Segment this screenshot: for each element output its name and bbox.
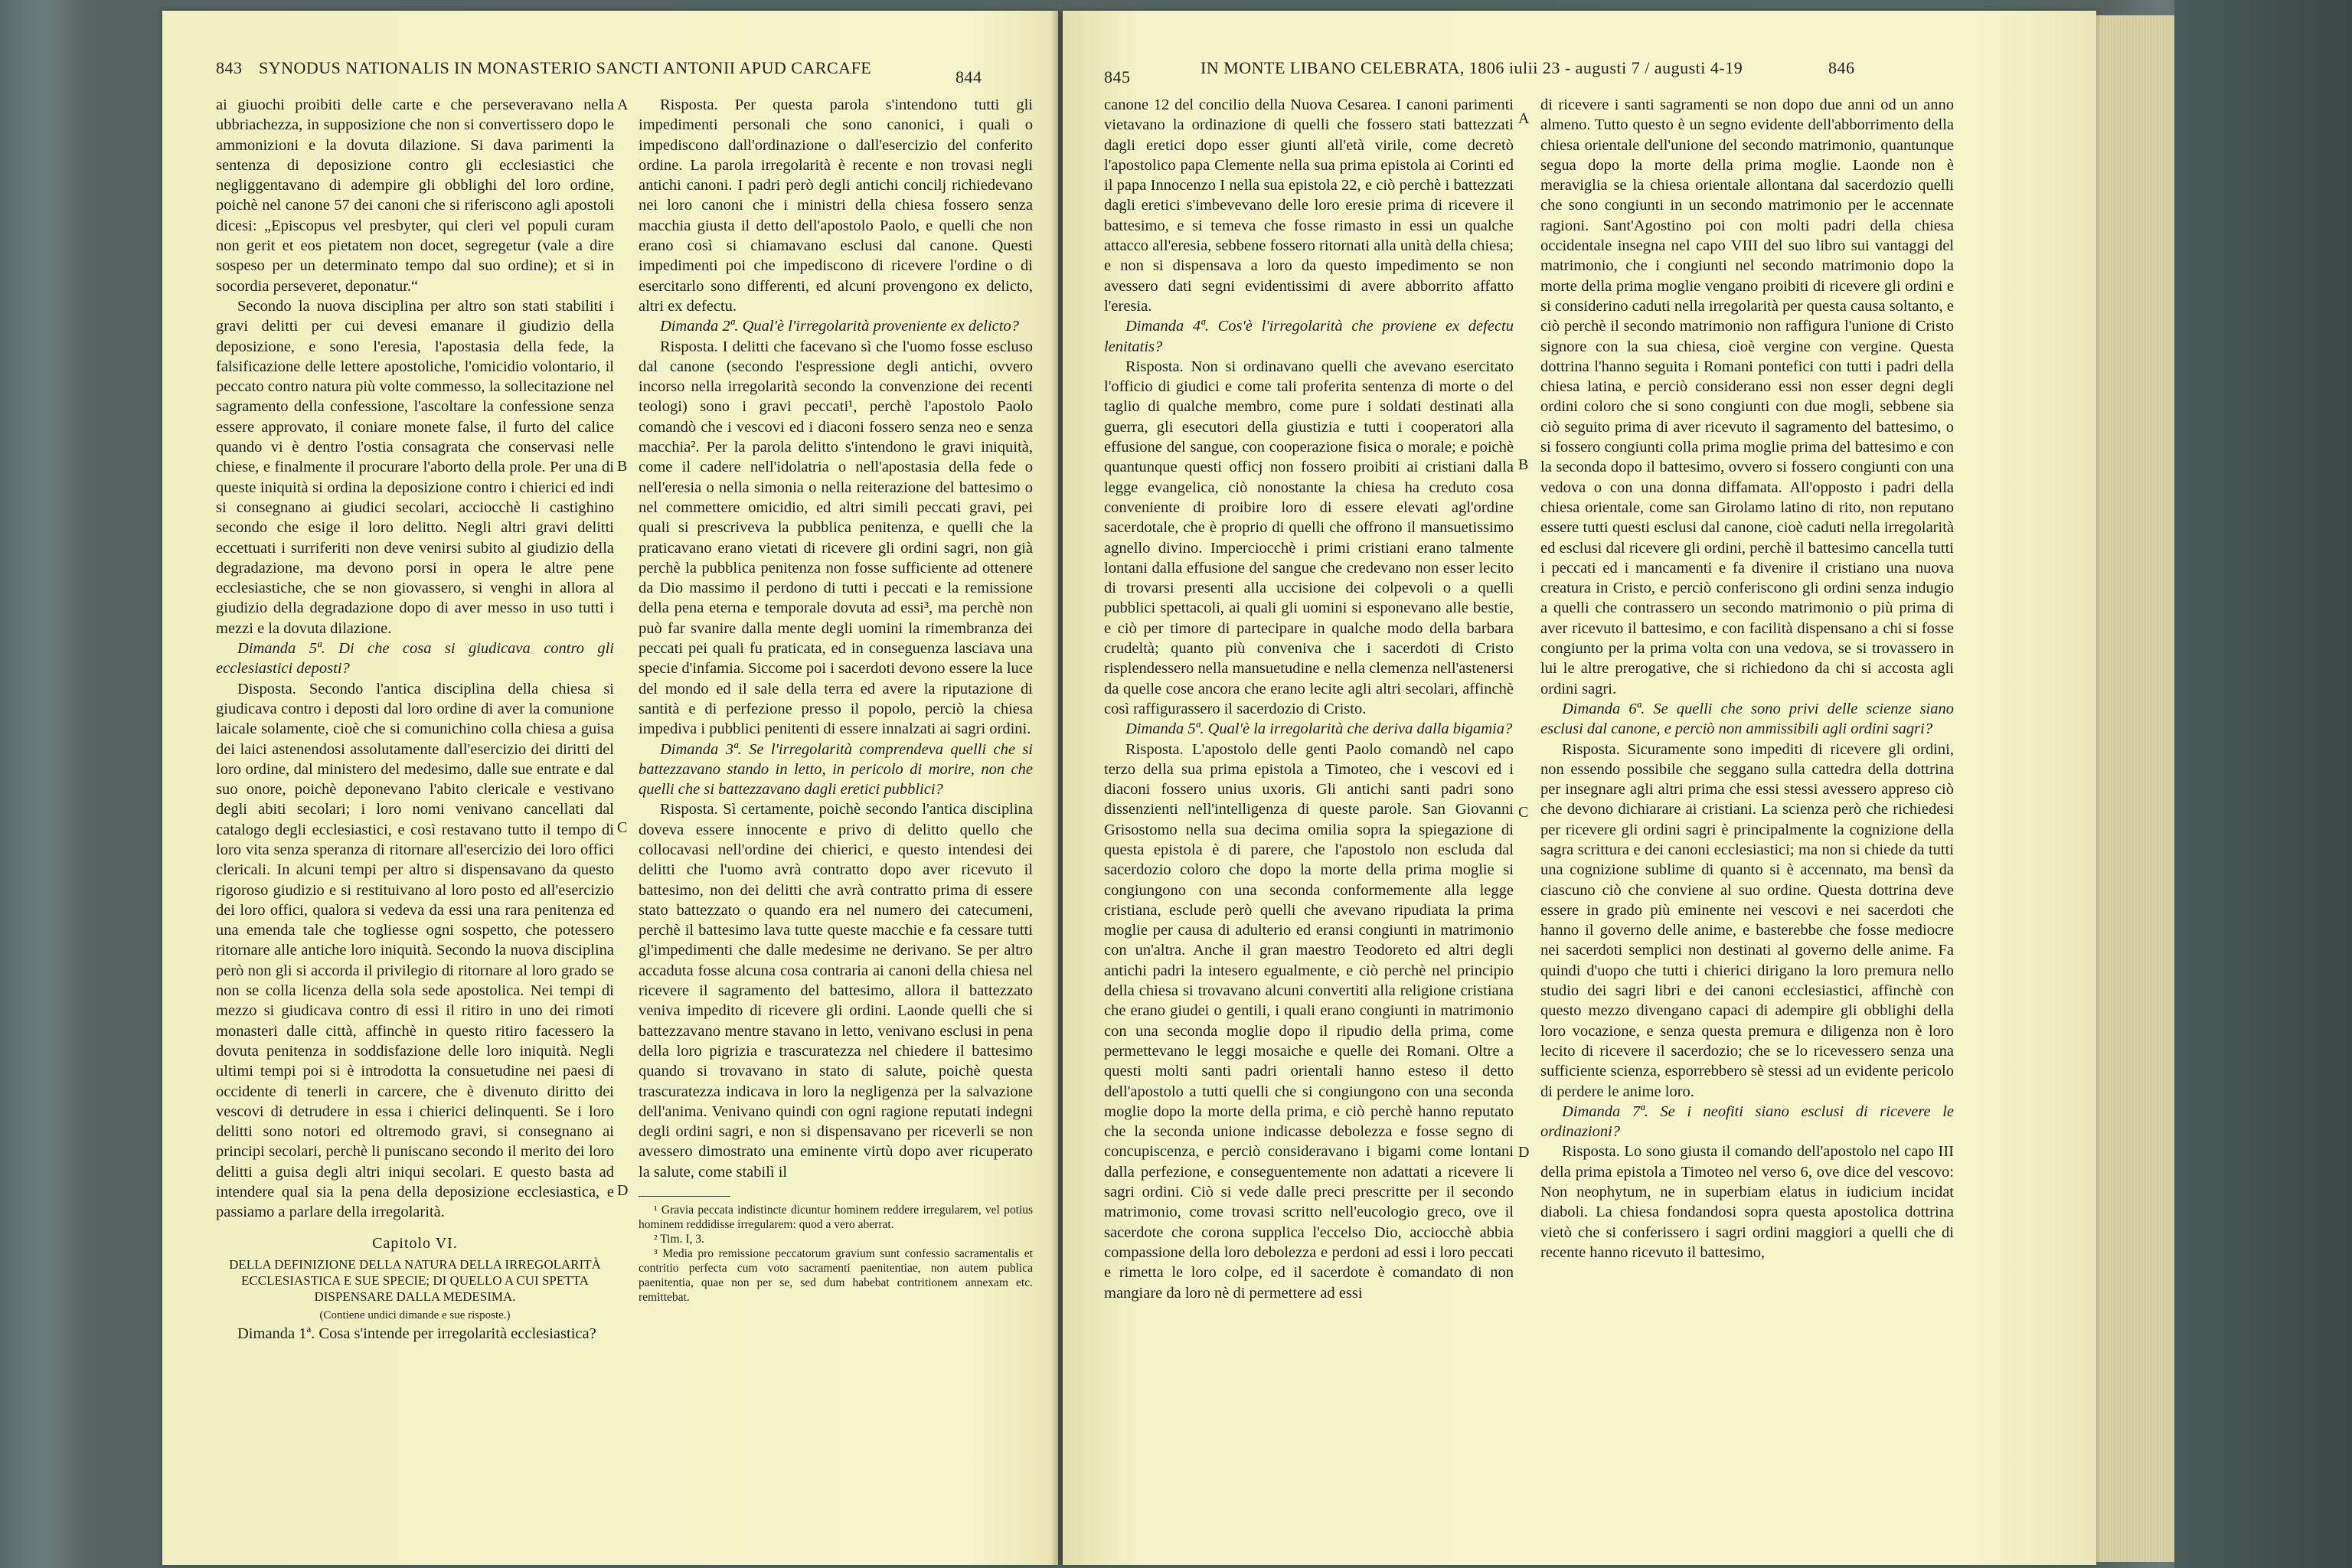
running-head-left: SYNODUS NATIONALIS IN MONASTERIO SANCTI ANTONII APUD CARCAFE (259, 58, 872, 77)
footnote: ¹ Gravia peccata indistincte dicuntur hominem reddere irregularem, vel potius hominem reddidisse irregularem: quod a vero aberrat. (639, 1204, 1033, 1232)
question: Dimanda 6ª. Se quelli che sono privi delle scienze siano esclusi dal canone, e perciò non ammissibili agli ordini sagri? (1540, 700, 1954, 738)
page-edges (2082, 15, 2174, 1562)
paragraph: Risposta. L'apostolo delle genti Paolo comandò nel capo terzo della sua prima epistola a Timoteo, che i vescovi ed i diaconi fossero unius uxoris. Gli antichi santi padri sono dissenzienti nell'intelligenza di queste parole. San Giovanni Grisostomo nella sua decima omilia sopra la spiegazione di questa epistola è di parere, che l'apostolo non escluda dal sacerdozio coloro che dopo la morte della prima moglie si congiungono con una seconda conformemente alla legge cristiana, esclude però quelli che avevano ripudiata la prima moglie per causa di adulterio ed eransi congiunti in matrimonio con un'altra. Anche il gran maestro Teodoreto ed altri degli antichi padri la intesero egualmente, e ciò perchè nel principio della chiesa si trovavano alcuni convertiti alla religione cristiana che erano giudei o gentili, i quali erano congiunti in matrimonio con una seconda moglie dopo il ripudio della prima, come permettevano le leggi mosaiche e quelle dei Romani. Oltre a questi molti santi padri orientali hanno esteso il detto dell'apostolo a tutti quelli che si congiungono con una seconda moglie dopo la morte della prima, e ciò perchè hanno reputato che la seconda unione indicasse debolezza e fosse segno di concupiscenza, e perciò consideravano i bigami come lontani dalla perfezione, e conseguentemente non adattati a ricevere li sagri ordini. Ciò si vede dalle preci prescritte per il secondo matrimonio, come trovasi scritto nell'eucologio greco, ove il sacerdote che corona supplica l'eccelso Dio, acciocchè abbia compassione della loro debolezza e perdoni ad essi i loro peccati e rimetta le loro colpe, ed il sacerdote è comandato di non mangiare da loro nè di permettere ad essi (1104, 740, 1514, 1302)
paragraph: Risposta. Lo sono giusta il comando dell'apostolo nel capo III della prima epistola a Timoteo nel verso 6, ove dice del vescovo: Non neophytum, ne in superbiam elatus in iudicium incidat diaboli. La chiesa fondandosi sopra questa apostolica dottrina vietò che si conferissero i sagri ordini maggiori a quelli che di recente hanno ricevuto il battesimo, (1540, 1143, 1954, 1261)
left-page-column-1 (216, 95, 614, 1344)
page-number-843: 843 (216, 58, 243, 77)
question: Dimanda 4ª. Cos'è l'irregolarità che proviene ex defectu lenitatis? (1104, 318, 1514, 355)
page-number-846: 846 (1828, 58, 1855, 77)
right-page-column-2 (1540, 95, 1954, 1263)
paragraph: di ricevere i santi sagramenti se non dopo due anni od un anno almeno. Tutto questo è un segno evidente dell'abborrimento della chiesa orientale dell'unione del secondo matrimonio, quantunque segua dopo la morte della prima moglie. Laonde non è meraviglia se la chiesa orientale allontana dal sacerdozio quelli che sono congiunti in un secondo matrimonio per le accennate ragioni. Sant'Agostino poi con molti padri della chiesa occidentale insegna nel capo VIII del suo libro sui vantaggi del matrimonio, che i congiunti nel secondo matrimonio dopo la morte della prima moglie vengano proibiti di ricevere gli ordini e si considerino caduti nella irregolarità per questa causa soltanto, e ciò perchè il secondo matrimonio non raffigura l'unione di Cristo signore con la sua chiesa, cioè vergine con vergine. Questa dottrina l'hanno seguita i Romani pontefici con tutti i padri della chiesa latina, e perciò considerano essi non esser degni degli ordini coloro che si sono congiunti con due mogli, sebbene sia ciò seguito prima di aver ricevuto il sagramento del battesimo, o si fossero congiunti colla prima moglie prima del battesimo e con la seconda dopo il battesimo, ovvero si fossero congiunti con una vedova o con una donna diffamata. All'opposto i padri della chiesa orientale, come san Girolamo latino di rito, non reputano essere tutti questi esclusi dal canone, cioè caduti nella irregolarità ed esclusi dal ricevere gli ordini, perchè il battesimo cancella tutti i peccati ed i mancamenti e fa divenire il cristiano una nuova creatura in Cristo, e perciò conferiscono gli ordini senza indugio a quelli che contrassero un secondo matrimonio o più prima di aver ricevuto il battesimo, e con facilità dispensano a chi si fosse congiunto per la prima volta con una vedova, se si trovassero in lui le altre prerogative, che si richiedono da chi si accosta agli ordini sagri. (1540, 96, 1954, 697)
question: Dimanda 1ª. Cosa s'intende per irregolarità ecclesiastica? (237, 1325, 596, 1342)
question: Dimanda 2ª. Qual'è l'irregolarità proveniente ex delicto? (660, 318, 1019, 335)
paragraph: Risposta. I delitti che facevano sì che l'uomo fosse escluso dal canone (secondo l'espressione degli antichi, ovvero incorso nella irregolarità secondo la convenzione dei recenti teologi) sono i gravi peccati¹, perchè l'apostolo Paolo comandò che i vescovi ed i diaconi fossero senza neo e senza macchia². Per la parola delitto s'intendono le gravi iniquità, come il cadere nell'idolatria o nell'apostasia della fede o nell'eresia o nella simonia o nella reiterazione del battesimo o nel commettere omicidio, ed altri simili peccati gravi, pei quali si prescriveva la pubblica penitenza, e quelli che la praticavano erano vietati di ricevere gli ordini sagri, non già perchè la pubblica penitenza non fosse sufficiente ad ottenere da Dio massimo il perdono di tutti i peccati e la remissione della pena eterna e temporale dovuta ad essi³, ma perchè non può far svanire dalla mente degli uomini la rimembranza dei peccati pei quali fu praticata, ed in conseguenza lasciava una specie d'infamia. Siccome poi i sacerdoti devono essere la luce del mondo ed il sale della terra ed avere la riputazione di santità e di perfezione presso il popolo, perciò la chiesa impediva i pubblici penitenti di essere innalzati ai sagri ordini. (639, 338, 1033, 738)
margin-letter: B (1518, 456, 1529, 473)
paragraph: Disposta. Secondo l'antica disciplina della chiesa si giudicava contro i deposti dal loro ordine di aver la comunione laicale solamente, cioè che si comunichino colla chiesa a guisa dei laici astenendosi assolutamente dall'esercizio dei diritti del loro ordine, dal ministero del medesimo, dalle sue entrate e dal suo onore, poichè deponevano l'abito clericale e vestivano degli abiti secolari; i loro nomi venivano cancellati dal catalogo degli ecclesiastici, e così restavano tutto il tempo di loro vita senza speranza di ritornare all'esercizio dei loro offici clericali. In alcuni tempi per altro si dispensavano da questo rigoroso giudizio e si restituivano al loro posto ed all'esercizio dei loro offici, qualora si vedeva da essi una rara penitenza ed una emenda tale che togliesse ogni sospetto, che potessero ritornare alle antiche loro iniquità. Secondo la nuova disciplina però non gli si accorda il privilegio di ritornare al loro grado se non se colla licenza della sola sede apostolica. Nei tempi di mezzo si giudicava contro di essi il ritiro in uno dei rimoti monasteri dalle città, affinchè in questo ritiro facessero la dovuta penitenza in soddisfazione delle loro iniquità. Negli ultimi tempi poi si è introdotta la consuetudine nei paesi di occidente di tenerli in carcere, che è divenuto diritto dei vescovi di detrudere in essa i chierici delinquenti. Se i loro delitti sono notori ed oltremodo gravi, si consegnano ai principi secolari, perchè li puniscano secondo il merito dei loro delitti a guisa degli altri iniqui secolari. E questo basta ad intendere qual sia la pena della deposizione ecclesiastica, e passiamo a parlare della irregolarità. (216, 680, 614, 1221)
paragraph: Risposta. Per questa parola s'intendono tutti gli impedimenti personali che sono canonici, i quali o impediscono dall'ordinazione o dall'esercizio del conferito ordine. La parola irregolarità è recente e non trovasi negli antichi canoni. I padri però degli antichi concilj richiedevano nei loro canoni che i ministri della chiesa fossero senza macchia giusta il detto dell'apostolo Paolo, e quelli che non erano così si chiamavano esclusi dal canone. Questi impedimenti poi che impediscono di ricevere l'ordine o di esercitarlo sono differenti, ed alcuni provengono ex delicto, altri ex defectu. (639, 96, 1033, 315)
margin-letter: A (1518, 110, 1530, 127)
left-page (162, 11, 1058, 1565)
footnote-rule (639, 1196, 730, 1197)
right-page-column-1 (1104, 95, 1514, 1303)
paragraph: canone 12 del concilio della Nuova Cesarea. I canoni parimenti vietavano la ordinazione di quelli che fossero stati battezzati dagli eretici dopo esser giunti all'età virile, come decretò l'apostolico papa Clemente nella sua prima epistola ai Corinti ed il papa Innocenzo I nella sua epistola 22, e ciò perchè i battezzati dagli eretici s'imbevevano delle loro eresie prima di ricevere il battesimo, e si temeva che fosse rimasto in essi un qualche attacco all'eresia, sebbene fossero ritornati alla unità della chiesa; e non si dispensava a loro da questo impedimento se non avessero dati segni evidentissimi di avere abborrito affatto l'eresia. (1104, 96, 1514, 315)
question: Dimanda 5ª. Di che cosa si giudicava contro gli ecclesiastici deposti? (216, 640, 614, 678)
question: Dimanda 7ª. Se i neofiti siano esclusi di ricevere le ordinazioni? (1540, 1102, 1954, 1141)
footnote: ² Tim. I, 3. (654, 1233, 704, 1246)
footnotes (639, 1203, 1033, 1305)
footnote: ³ Media pro remissione peccatorum gravium sunt confessio sacramentalis et contritio perfecta cum voto sacramenti paenitentiae, non autem publica paenitentia, quae non per se, sed dum habebat contritionem annexam etc. remittebat. (639, 1247, 1033, 1305)
paragraph: Secondo la nuova disciplina per altro son stati stabiliti i gravi delitti per cui devesi emanare il giudizio della deposizione, e sono l'eresia, l'apostasia della fede, la falsificazione delle lettere apostoliche, l'omicidio volontario, il peccato contro natura più volte commesso, la sollecitazione nel sagramento della confessione, l'ascoltare la confessione senza essere approvato, il coniare monete false, il furto del calice quando vi è dentro l'ostia consagrata che conservasi nelle chiese, e finalmente il procurare l'aborto della prole. Per una di queste iniquità si ordina la deposizione contro i chierici ed indi si consegnano ai giudici secolari, acciocchè li castighino secondo che esige il loro delitto. Negli altri gravi delitti eccettuati i surriferiti non deve venirsi subito al giudizio della degradazione, ma devono porsi in opera le altre pene ecclesiastiche, che se non giovassero, si venghi in allora al giudizio della degradazione dopo di aver messo in uso tutti i mezzi e la dovuta dilazione. (216, 297, 614, 637)
margin-letter: A (617, 96, 629, 113)
chapter-title: Capitolo VI. (372, 1234, 458, 1252)
chapter-subheading: (Contiene undici dimande e sue risposte.) (319, 1308, 511, 1321)
margin-letter: D (617, 1182, 629, 1199)
paragraph: Risposta. Non si ordinavano quelli che avevano esercitato l'officio di giudici e come tali proferita sentenza di morte o del taglio di qualche membro, come pure i soldati destinati alla guerra, gli esecutori della giustizia e tutti i cooperatori alla effusione del sangue, con cooperazione fisica o morale; e poichè quantunque questi officj non fossero proibiti ai cristiani dalla legge evangelica, ciò nonostante la chiesa ha creduto cosa conveniente di proibire loro di essere elevati agl'ordine sacerdotale, che è proprio di quelli che offrono il mansuetissimo agnello divino. Imperciocchè i primi cristiani erano talmente lontani dalla effusione del sangue che credevano non esser lecito di trovarsi presenti alla uccisione dei colpevoli o a quelli pubblici spettacoli, ai quali gli uomini si esponevano alle bestie, e ciò per timore di partecipare in qualche modo della barbara crudeltà; quanto più conveniva che i sacerdoti di Cristo risplendessero nella mansuetudine e nella clemenza nell'astenersi da quelle cose ancora che erano lecite agli altri secolari, affinchè così raffigurassero il sacerdozio di Cristo. (1104, 358, 1514, 717)
paragraph: Risposta. Sicuramente sono impediti di ricevere gli ordini, non essendo possibile che seggano sulla cattedra della dottrina per insegnare agli altri prima che essi stessi avessero appreso ciò che devono dichiarare ai cristiani. La scienza però che richiedesi per ricevere gli ordini sagri è principalmente la cognizione della sagra scrittura e dei canoni ecclesiastici; ma non si chiede da tutti una cognizione sublime di quanto si è accennato, ma bensì da ciascuno ciò che conviene al suo ordine. Questa dottrina deve essere in grado più eminente nei vescovi e nei sacerdoti che hanno il governo delle anime, e basterebbe che fosse mediocre nei sacerdoti semplici non destinati al governo delle anime. Fa quindi d'uopo che tutti i chierici dirigano la loro premura nello studio dei sagri libri e dei canoni ecclesiastici, affinchè con questo mezzo divengano capaci di adempire gli obblighi della loro vocazione, e senza questa premura e diligenza non è loro lecito di ricevere il sacerdozio; che se lo ricevessero senza una sufficiente scienza, esporrebbero sè stessi ad un evidente pericolo di perdere le anime loro. (1540, 740, 1954, 1100)
page-number-845: 845 (1104, 67, 1131, 87)
background-right (2174, 0, 2352, 1568)
page-number-844: 844 (956, 67, 982, 87)
margin-letter: D (1518, 1144, 1530, 1161)
margin-letter: B (617, 458, 628, 475)
paragraph: ai giuochi proibiti delle carte e che perseveravano nella ubbriachezza, in supposizione che non si convertissero dopo le ammonizioni e la dovuta dilazione. Si dava parimenti la sentenza di deposizione contro gli ecclesiastici che negliggentavano di adempire gli obblighi del loro ordine, poichè nel canone 57 dei canoni che si riferiscono agli apostoli dicesi: „Episcopus vel presbyter, qui cleri vel populi curam non gerit et eos pietatem non docet, segregetur (vale a dire sospeso per un determinato tempo dal suo ordine); et si in socordia perseveret, deponatur.“ (216, 96, 614, 295)
running-head-right: IN MONTE LIBANO CELEBRATA, 1806 iulii 23 - augusti 7 / augusti 4-19 (1200, 58, 1743, 77)
right-page (1063, 11, 2096, 1565)
paragraph: Risposta. Sì certamente, poichè secondo l'antica disciplina doveva essere innocente e privo di delitto quello che collocavasi nell'ordine dei chierici, e questo intendesi dei delitti che l'uomo avrà contratto dopo aver ricevuto il battesimo, non dei delitti che avrà contratto prima di essere stato battezzato o quando era nel numero dei catecumeni, perchè il battesimo lava tutte queste macchie e fa cessare tutti gl'impedimenti che dalle medesime ne derivano. Se per altro accaduta fosse alcuna cosa contraria ai canoni della chiesa nel ricevere il sagramento del battesimo, allora il battezzato veniva impedito di ricevere gli ordini. Laonde quelli che si battezzavano mentre stavano in letto, venivano esclusi in pena della loro pigrizia e trascuratezza nel chiedere il battesimo quando si trovavano in stato di salute, poichè questa trascuratezza indicava in loro la negligenza per la salvazione dell'anima. Venivano quindi con ogni ragione reputati indegni degli ordini sagri, e non si dispensavano per riceverli se non avessero dimostrato una eminente virtù dopo aver ricuperato la salute, come stabilì il (639, 801, 1033, 1181)
question: Dimanda 3ª. Se l'irregolarità comprendeva quelli che si battezzavano stando in letto, in pericolo di morire, non che quelli che si battezzavano dagli eretici pubblici? (639, 740, 1033, 799)
question: Dimanda 5ª. Qual'è la irregolarità che deriva dalla bigamia? (1125, 720, 1513, 738)
left-page-column-2 (639, 95, 1033, 1305)
chapter-heading: DELLA DEFINIZIONE DELLA NATURA DELLA IRREGOLARITÀ ECCLESIASTICA E SUE SPECIE; DI QUELLO A CUI SPETTA DISPENSARE DALLA MEDESIMA. (229, 1256, 601, 1304)
margin-letter: C (617, 819, 628, 836)
margin-letter: C (1518, 804, 1529, 821)
